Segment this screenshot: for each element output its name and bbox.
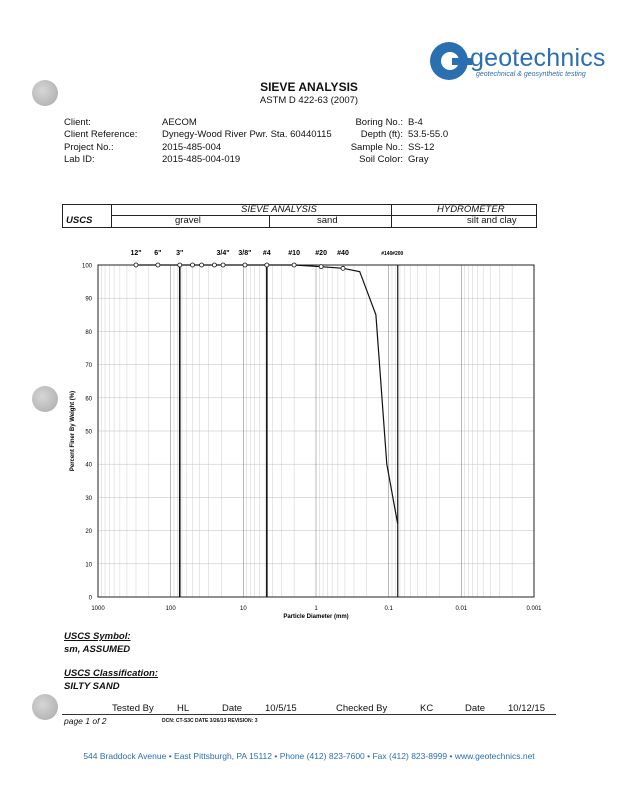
y-tick-label: 20 — [85, 529, 92, 536]
y-tick-label: 80 — [85, 329, 92, 336]
data-point — [243, 263, 247, 267]
data-point — [341, 266, 345, 270]
data-point — [292, 263, 296, 267]
silt-clay-label: silt and clay — [467, 215, 517, 226]
sieve-size-label: #200 — [392, 251, 404, 257]
x-tick-label: 0.001 — [526, 606, 542, 612]
client-info-labels — [64, 117, 137, 167]
x-tick-label: 0.1 — [384, 606, 393, 612]
uscs-classification-value: SILTY SAND — [64, 681, 120, 692]
y-tick-label: 90 — [85, 296, 92, 303]
x-tick-label: 1 — [314, 606, 318, 612]
sieve-size-label: 3/8" — [238, 250, 252, 257]
boring-no-value: B-4 — [408, 117, 423, 128]
data-point — [134, 263, 138, 267]
sieve-size-label: #4 — [262, 250, 271, 257]
data-point — [156, 263, 160, 267]
boring-no-label: Boring No.: — [355, 117, 403, 128]
uscs-symbol-label: USCS Symbol: — [64, 631, 131, 642]
sieve-size-label: 3" — [176, 250, 184, 257]
uscs-band-table — [62, 204, 537, 228]
project-no-label: Project No.: — [64, 141, 114, 153]
uscs-symbol-value: sm, ASSUMED — [64, 644, 131, 655]
signoff-rule — [62, 714, 556, 715]
data-point — [178, 263, 182, 267]
sieve-size-label: #20 — [315, 250, 327, 257]
client-info-values — [162, 117, 332, 167]
sieve-size-label: #10 — [288, 250, 300, 257]
sieve-size-label: #140 — [381, 251, 393, 257]
sample-info-values — [408, 117, 448, 167]
x-tick-label: 1000 — [91, 606, 105, 612]
company-footer: 544 Braddock Avenue • East Pittsburgh, PA 15112 • Phone (412) 823-7600 • Fax (412) 823-8999 • www.geotechnics.net — [83, 751, 535, 761]
data-point — [319, 265, 323, 269]
y-tick-label: 0 — [88, 595, 92, 602]
logo-wordmark: geotechnics — [470, 44, 606, 72]
data-point — [221, 263, 225, 267]
checked-date-label: Date — [465, 703, 486, 714]
sieve-size-label: 3/4" — [216, 250, 230, 257]
project-no-value: 2015-485-004 — [162, 141, 222, 153]
client-reference-value: Dynegy-Wood River Pwr. Sta. 60440115 — [162, 129, 332, 141]
depth-value: 53.5-55.0 — [408, 129, 449, 141]
y-tick-label: 50 — [85, 429, 92, 436]
checked-date-value: 10/12/15 — [508, 703, 545, 714]
sieve-size-label: 6" — [154, 250, 162, 257]
y-tick-label: 30 — [85, 495, 92, 502]
lab-id-value: 2015-485-004-019 — [162, 154, 241, 166]
y-axis-label: Percent Finer By Weight (%) — [70, 390, 76, 472]
binder-hole-bottom — [32, 694, 58, 720]
logo-tagline: geotechnical & geosynthetic testing — [476, 71, 586, 78]
data-point — [200, 263, 204, 267]
sieve-size-label: 12" — [130, 250, 142, 257]
gradation-chart — [0, 240, 618, 620]
tested-date-value: 10/5/15 — [265, 703, 297, 714]
data-point — [212, 263, 216, 267]
tested-by-value: HL — [177, 703, 190, 714]
client-value: AECOM — [162, 117, 197, 128]
x-tick-label: 0.01 — [455, 606, 468, 612]
depth-label: Depth (ft): — [360, 129, 403, 141]
client-label: Client: — [64, 117, 91, 128]
sand-label: sand — [317, 215, 338, 226]
uscs-header: USCS — [66, 215, 93, 226]
tested-by-label: Tested By — [112, 703, 154, 714]
report-title: SIEVE ANALYSIS — [260, 80, 358, 94]
sieve-analysis-header: SIEVE ANALYSIS — [241, 204, 317, 215]
client-reference-label: Client Reference: — [64, 129, 138, 141]
lab-id-label: Lab ID: — [64, 154, 95, 166]
checked-by-label: Checked By — [336, 703, 388, 714]
sample-no-value: SS-12 — [408, 141, 435, 153]
document-code: DCN: CT-S3C DATE 3/26/13 REVISION: 3 — [162, 718, 258, 724]
soil-color-label: Soil Color: — [359, 154, 403, 166]
y-tick-label: 10 — [85, 562, 92, 569]
checked-by-value: KC — [420, 703, 434, 714]
page-number: page 1 of 2 — [64, 716, 107, 726]
x-tick-label: 100 — [165, 606, 176, 612]
data-point — [265, 263, 269, 267]
y-tick-label: 40 — [85, 462, 92, 469]
hydrometer-header: HYDROMETER — [437, 204, 505, 215]
tested-date-label: Date — [222, 703, 243, 714]
y-tick-label: 70 — [85, 363, 92, 370]
x-tick-label: 10 — [239, 606, 247, 612]
uscs-classification-label: USCS Classification: — [64, 668, 158, 679]
soil-color-value: Gray — [408, 154, 429, 166]
report-standard: ASTM D 422-63 (2007) — [259, 95, 359, 106]
sample-info-labels — [343, 117, 403, 167]
sieve-size-label: #40 — [337, 250, 349, 257]
x-axis-label: Particle Diameter (mm) — [283, 614, 349, 620]
sample-no-label: Sample No.: — [350, 141, 403, 153]
y-tick-label: 100 — [81, 263, 92, 270]
y-tick-label: 60 — [85, 396, 92, 403]
gravel-label: gravel — [175, 215, 201, 226]
data-point — [191, 263, 195, 267]
